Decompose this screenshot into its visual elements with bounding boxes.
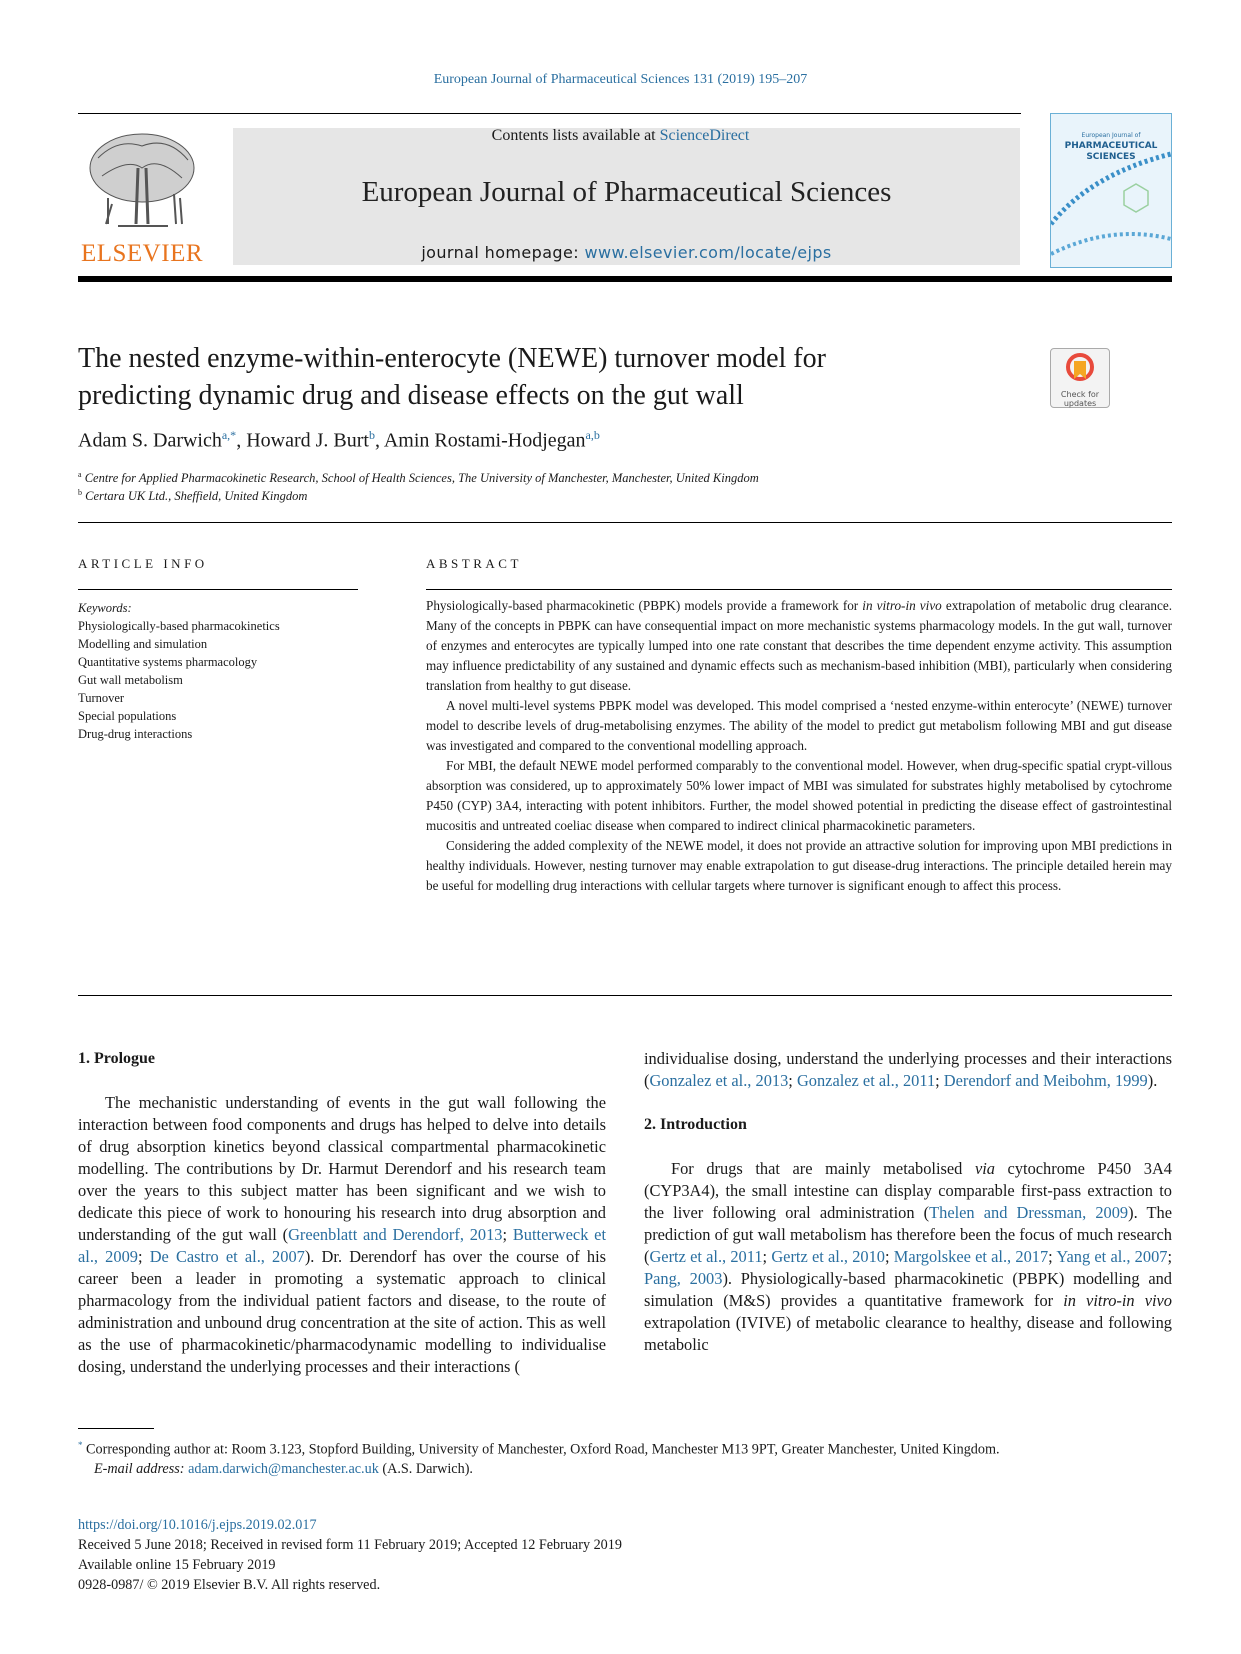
body-text-run: The mechanistic understanding of events in the gut wall following the interaction between food components and drugs has helped to delve into details of drug absorption kinetics beyond classical compartmental pharmacokinetic modelling. The contributions by Dr. Harmut Derendorf and his research team over the years to this subject matter has been significant and we wish to dedicate this piece of work to honouring his research into drug absorption and understanding of the gut wall ( xyxy=(78,1093,606,1244)
abstract-heading: ABSTRACT xyxy=(426,556,522,571)
keyword: Physiologically-based pharmacokinetics xyxy=(78,619,280,633)
body-text-run: ). Physiologically-based pharmacokinetic (PBPK) modelling and simulation (M&S) provides a quantitative framework for xyxy=(644,1269,1172,1310)
body-text-run: ). xyxy=(1147,1071,1158,1090)
body-text-run: cytochrome P450 3A4 (CYP3A4), the small intestine can display comparable first-pass extraction to the liver following oral administration ( xyxy=(644,1159,1173,1222)
section-rule xyxy=(78,995,1172,996)
author-list: Adam S. Darwich$^{a,*}$, Howard J. Burt$^b$, Amin Rostami-Hodjegan$^{a,b}$ xyxy=(78,428,600,452)
footnote-marker: * xyxy=(78,1440,83,1450)
check-for-updates-label xyxy=(1051,390,1109,408)
journal-homepage-link[interactable]: www.elsevier.com/locate/ejps xyxy=(584,243,832,262)
keyword: Quantitative systems pharmacology xyxy=(78,655,258,669)
affiliation xyxy=(78,488,307,504)
body-emphasis: in vitro-in vivo xyxy=(1063,1291,1172,1310)
reference-link[interactable]: Gonzalez et al., 2013 xyxy=(649,1071,789,1090)
email-label: E-mail address: xyxy=(94,1460,189,1477)
elsevier-wordmark: ELSEVIER xyxy=(80,240,204,267)
section-heading-prologue: 1. Prologue xyxy=(78,1050,156,1067)
abstract-text xyxy=(426,596,1172,896)
crossmark-text1: Check for xyxy=(1060,390,1100,399)
prologue-paragraph: The mechanistic understanding of events in the gut wall following the interaction between food components and drugs has helped to delve into details of drug absorption kinetics beyond classical compartmental pharmacokinetic modelling. The contributions by Dr. Harmut Derendorf and his research team over the years to this subject matter has been significant and we wish to dedicate this piece of work to honouring his research into drug absorption and understanding of the gut wall (Greenblatt and Derendorf, 2013; Butterweck et al., 2009; De Castro et al., 2007). Dr. Derendorf has over the course of his career been a leader in promoting a systematic approach to clinical pharmacology from the individual patient factors and disease, to the route of administration and unbound drug concentration at the site of action. This as well as the use of pharmacokinetic/pharmacodynamic modelling to individualise dosing, understand the underlying processes and their interactions ( xyxy=(78,1093,607,1376)
abstract-paragraph xyxy=(426,596,1172,696)
reference-link[interactable]: Gertz et al., 2011 xyxy=(649,1247,763,1266)
author-name: Amin Rostami-Hodjegan xyxy=(383,429,586,452)
publication-details xyxy=(78,1515,622,1595)
footnote-rule xyxy=(78,1428,154,1429)
affiliation xyxy=(78,470,759,486)
email-suffix: (A.S. Darwich). xyxy=(378,1460,473,1477)
email-line xyxy=(78,1460,1172,1479)
body-text-run: ). Dr. Derendorf has over the course of his career been a leader in promoting a systematic approach to clinical pharmacology from the individual patient factors and disease, to the route of administration and unbound drug concentration at the site of action. This as well as the use of pharmacokinetic/pharmacodynamic modelling to individualise dosing, understand the underlying processes and their interactions ( xyxy=(78,1247,607,1376)
reference-link[interactable]: Margolskee et al., 2017 xyxy=(893,1247,1049,1266)
section-rule xyxy=(78,522,1172,523)
body-text-run: individualise dosing, understand the underlying processes and their interactions ( xyxy=(644,1049,1172,1090)
reference-link[interactable]: Gertz et al., 2010 xyxy=(771,1247,886,1266)
available-online-date: Available online 15 February 2019 xyxy=(78,1557,276,1573)
author-affiliation-marker[interactable]: a,b xyxy=(585,428,600,442)
body-right-column xyxy=(644,1048,1172,1356)
abstract-paragraph: Considering the added complexity of the NEWE model, it does not provide an attractive solution for improving upon MBI predictions in healthy individuals. However, nesting turnover may enable extrapolation to gut disease-drug interactions. The principle detailed herein may be useful for modelling drug interactions with cellular targets where turnover is significant enough to affect this process. xyxy=(426,838,1172,893)
reference-link[interactable]: Butterweck et al., 2009 xyxy=(78,1225,607,1266)
affiliation-marker: a xyxy=(78,470,82,479)
reference-link[interactable]: De Castro et al., 2007 xyxy=(149,1247,305,1266)
article-info-heading: ARTICLE INFO xyxy=(78,556,208,571)
cover-title-line2: SCIENCES xyxy=(1086,152,1136,162)
cover-subtitle: European Journal of xyxy=(1081,132,1141,139)
abstract-text-run: extrapolation of metabolic drug clearance. Many of the concepts in PBPK can have consequential impact on more mechanistic systems pharmacology models. In the gut wall, turnover of enzymes and enterocytes are typically lumped into one rate constant that describes the time dependent enzyme activity. This assumption may influence predictability of any sustained and dynamic effects such as mechanism-based inhibition (MBI), particularly when considering translation from healthy to gut disease. xyxy=(426,598,1173,693)
introduction-paragraph: For drugs that are mainly metabolised via cytochrome P450 3A4 (CYP3A4), the small intestine can display comparable first-pass extraction to the liver following oral administration (Thelen and Dressman, 2009). The prediction of gut wall metabolism has therefore been the focus of much research (Gertz et al., 2011; Gertz et al., 2010; Margolskee et al., 2017; Yang et al., 2007; Pang, 2003). Physiologically-based pharmacokinetic (PBPK) modelling and simulation (M&S) provides a quantitative framework for in vitro-in vivo extrapolation (IVIVE) of metabolic clearance to healthy, disease and following metabolic xyxy=(644,1159,1173,1354)
abstract-emphasis: in vitro-in vivo xyxy=(862,598,942,613)
header-thick-rule xyxy=(78,276,1172,282)
affiliation-marker: b xyxy=(78,488,82,497)
keyword: Modelling and simulation xyxy=(78,637,208,651)
reference-link[interactable]: Derendorf and Meibohm, 1999 xyxy=(943,1071,1148,1090)
keyword: Drug-drug interactions xyxy=(78,727,193,741)
author-email-link[interactable]: adam.darwich@manchester.ac.uk xyxy=(188,1460,379,1477)
article-title: The nested enzyme-within-enterocyte (NEWE) turnover model for predicting dynamic drug and disease effects on the gut wall xyxy=(78,343,826,411)
contents-prefix: Contents lists available at xyxy=(491,127,660,144)
body-text-run: ). The prediction of gut wall metabolism has therefore been the focus of much research ( xyxy=(644,1203,1173,1266)
reference-link[interactable]: Greenblatt and Derendorf, 2013 xyxy=(288,1225,503,1244)
doi-link[interactable]: https://doi.org/10.1016/j.ejps.2019.02.017 xyxy=(78,1517,317,1533)
reference-link[interactable]: Yang et al., 2007 xyxy=(1056,1247,1168,1266)
body-text-run: For drugs that are mainly metabolised xyxy=(671,1159,975,1178)
keywords-block xyxy=(78,599,358,743)
journal-name: European Journal of Pharmaceutical Sciences xyxy=(361,176,892,208)
corresponding-author-line xyxy=(78,1436,1172,1460)
prologue-continuation: individualise dosing, understand the underlying processes and their interactions (Gonzalez et al., 2013; Gonzalez et al., 2011; Derendorf and Meibohm, 1999). xyxy=(644,1049,1172,1090)
keyword: Turnover xyxy=(78,691,125,705)
abstract-paragraph: For MBI, the default NEWE model performed comparably to the conventional model. However, when drug-specific spatial crypt-villous absorption was considered, up to approximately 50% lower impact of MBI was simulated for substrates highly metabolised by cytochrome P450 (CYP) 3A4, interacting with potent inhibitors. Further, the model showed potential in predicting the disease effect of gastrointestinal mucositis and untreated coeliac disease when compared to indirect clinical pharmacokinetic parameters. xyxy=(426,758,1172,833)
homepage-prefix: journal homepage: xyxy=(421,243,585,262)
cover-artwork xyxy=(1051,114,1171,267)
affiliation-text: Centre for Applied Pharmacokinetic Research, School of Health Sciences, The University of Manchester, Manchester, United Kingdom xyxy=(84,471,759,486)
author-affiliation-marker[interactable]: a,* xyxy=(221,428,237,442)
abstract-paragraph: A novel multi-level systems PBPK model was developed. This model comprised a ‘nested enzyme-within enterocyte’ (NEWE) turnover model to describe levels of drug-metabolising enzymes. The ability of the model to predict gut metabolism following MBI and gut disease was investigated and compared to the conventional modelling approach. xyxy=(426,698,1172,753)
article-info-rule xyxy=(78,589,358,590)
reference-link[interactable]: Pang, 2003 xyxy=(644,1269,723,1288)
reference-link[interactable]: Gonzalez et al., 2011 xyxy=(796,1071,936,1090)
affiliation-text: Certara UK Ltd., Sheffield, United Kingdom xyxy=(85,489,308,504)
corresponding-author-text: Corresponding author at: Room 3.123, Stopford Building, University of Manchester, Oxford Road, Manchester M13 9PT, Greater Manchester, United Kingdom. xyxy=(82,1441,1000,1458)
check-for-updates-badge[interactable] xyxy=(1050,348,1110,408)
body-left-column xyxy=(78,1048,606,1378)
author-affiliation-marker[interactable]: b xyxy=(368,428,375,442)
keyword: Special populations xyxy=(78,709,177,723)
keyword: Gut wall metabolism xyxy=(78,673,183,687)
crossmark-icon xyxy=(1051,349,1109,385)
copyright-notice: 0928-0987/ © 2019 Elsevier B.V. All rights reserved. xyxy=(78,1577,381,1593)
section-heading-introduction: 2. Introduction xyxy=(644,1116,747,1133)
reference-link[interactable]: Thelen and Dressman, 2009 xyxy=(929,1203,1129,1222)
body-emphasis: via xyxy=(974,1159,995,1178)
abstract-rule xyxy=(426,589,1172,590)
author-name: Adam S. Darwich xyxy=(78,429,222,452)
received-dates: Received 5 June 2018; Received in revised form 11 February 2019; Accepted 12 February 2019 xyxy=(78,1537,622,1553)
header-rule xyxy=(78,113,1021,114)
sciencedirect-link[interactable]: ScienceDirect xyxy=(659,127,750,144)
cover-title-line1: PHARMACEUTICAL xyxy=(1064,141,1158,151)
author-name: Howard J. Burt xyxy=(246,429,369,452)
journal-homepage-line xyxy=(233,243,1020,262)
journal-cover-thumbnail[interactable] xyxy=(1050,113,1172,268)
journal-citation-link[interactable]: European Journal of Pharmaceutical Sciences 131 (2019) 195–207 xyxy=(433,72,808,87)
body-text-run: extrapolation (IVIVE) of metabolic clearance to healthy, disease and following metabolic xyxy=(644,1313,1172,1354)
keywords-label: Keywords: xyxy=(78,601,132,615)
abstract-text-run: Physiologically-based pharmacokinetic (PBPK) models provide a framework for xyxy=(426,598,863,613)
crossmark-text2: updates xyxy=(1063,399,1097,408)
corresponding-author-footnote xyxy=(78,1436,1172,1479)
